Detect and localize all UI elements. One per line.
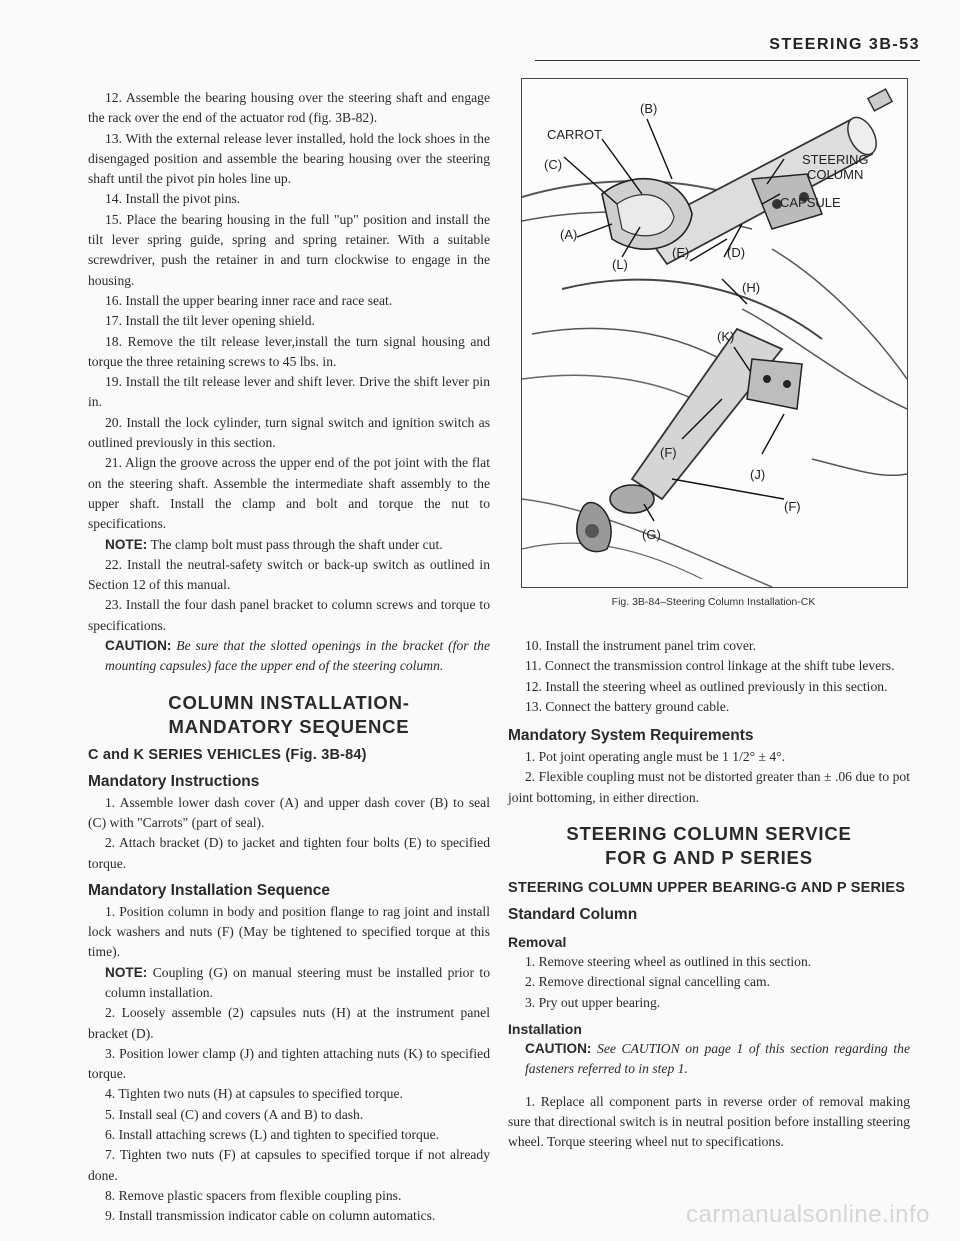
note-text: Coupling (G) on manual steering must be installed prior to column installation.	[105, 964, 490, 1000]
removal-1: 1. Remove steering wheel as outlined in this section.	[525, 954, 812, 970]
instruction-1: 1. Assemble lower dash cover (A) and upper dash cover (B) to seal (C) with "Carrots" (part of seal).	[88, 794, 490, 830]
sequence-3: 3. Position lower clamp (J) and tighten attaching nuts (K) to specified torque.	[88, 1045, 490, 1082]
note-coupling	[88, 963, 490, 1004]
caution-label: CAUTION:	[105, 638, 172, 654]
label-b: (B)	[640, 101, 658, 116]
step-15: 15. Place the bearing housing in the full "up" position and install the tilt lever spring guide, spring and spring retainer. With a suitable screwdriver, push the retainer in and turn clockwise to engage in the housing.	[88, 211, 490, 288]
step-12: 12. Assemble the bearing housing over the steering shaft and engage the rack over the end of the actuator rod (fig. 3B-82).	[88, 90, 490, 126]
vehicles-heading: C and K SERIES VEHICLES (Fig. 3B-84)	[88, 746, 367, 763]
watermark: carmanualsonline.info	[686, 1201, 930, 1228]
steering-column-figure	[521, 78, 908, 588]
note-label: NOTE:	[105, 964, 148, 980]
section-title-service: STEERING COLUMN SERVICE	[566, 823, 852, 845]
step-20: 20. Install the lock cylinder, turn signal switch and ignition switch as outlined previously in this section.	[88, 414, 490, 451]
step-r10: 10. Install the instrument panel trim cover.	[525, 638, 757, 653]
removal-3: 3. Pry out upper bearing.	[525, 994, 661, 1010]
standard-column-heading: Standard Column	[508, 906, 638, 924]
sequence-6: 6. Install attaching screws (L) and tighten to specified torque.	[105, 1127, 440, 1143]
sequence-2: 2. Loosely assemble (2) capsules nuts (H) at the instrument panel bracket (D).	[88, 1005, 490, 1041]
requirement-2: 2. Flexible coupling must not be distorted greater than ± .06 due to pot joint bottoming, in either direction.	[508, 769, 910, 805]
left-column	[88, 88, 490, 1227]
removal-2: 2. Remove directional signal cancelling cam.	[525, 974, 770, 990]
mandatory-instructions-heading: Mandatory Instructions	[88, 772, 260, 790]
note-text: The clamp bolt must pass through the shaft under cut.	[147, 536, 443, 552]
label-c: (C)	[544, 157, 563, 172]
section-title-installation: COLUMN INSTALLATION-	[168, 691, 410, 713]
page-header-title: STEERING 3B-53	[769, 36, 920, 53]
label-j: (J)	[750, 467, 766, 482]
sequence-5: 5. Install seal (C) and covers (A and B) to dash.	[105, 1106, 364, 1122]
label-f-left: (F)	[660, 445, 677, 460]
step-16: 16. Install the upper bearing inner race and race seat.	[105, 292, 393, 308]
note-clamp-bolt	[88, 535, 490, 555]
sequence-9: 9. Install transmission indicator cable on column automatics.	[105, 1208, 436, 1224]
label-k: (K)	[717, 329, 735, 344]
installation-sequence-heading: Mandatory Installation Sequence	[88, 881, 331, 899]
step-21: 21. Align the groove across the upper end of the pot joint with the flat on the steering shaft. Assemble the intermediate shaft assembly to the upper shaft. Install the clamp and bolt and torque the nut to specifications.	[88, 455, 490, 532]
label-d: (D)	[727, 245, 746, 260]
caution-label: CAUTION:	[525, 1040, 592, 1056]
caution-bracket	[88, 636, 490, 677]
label-a: (A)	[560, 227, 578, 242]
caution-fasteners	[508, 1039, 910, 1080]
label-steering: STEERING	[802, 152, 869, 167]
step-r12: 12. Install the steering wheel as outlined previously in this section.	[525, 678, 888, 694]
label-column: COLUMN	[807, 167, 864, 182]
step-18: 18. Remove the tilt release lever,install the turn signal housing and torque the three retaining screws to 45 lbs. in.	[88, 333, 490, 369]
step-13: 13. With the external release lever installed, hold the lock shoes in the disengaged position and assemble the bearing housing over the steering shaft until the pivot pin holes line up.	[88, 130, 490, 187]
installation-1: 1. Replace all component parts in reverse order of removal making sure that directional switch is in neutral position before installing steering wheel. Torque steering wheel nut to specifications.	[508, 1093, 910, 1150]
sequence-8: 8. Remove plastic spacers from flexible coupling pins.	[105, 1187, 402, 1203]
installation-heading: Installation	[508, 1020, 582, 1037]
label-f-right: (F)	[784, 499, 801, 514]
step-19: 19. Install the tilt release lever and shift lever. Drive the shift lever pin in.	[88, 374, 490, 410]
upper-bearing-heading: STEERING COLUMN UPPER BEARING-G AND P SERIES	[508, 880, 906, 897]
removal-heading: Removal	[508, 934, 567, 951]
caution-text: Be sure that the slotted openings in the bracket (for the mounting capsules) face the upper end of the steering column.	[105, 638, 490, 674]
figure-caption: Fig. 3B-84–Steering Column Installation-CK	[611, 596, 816, 608]
label-capsule: CAPSULE	[780, 195, 841, 210]
step-22: 22. Install the neutral-safety switch or back-up switch as outlined in Section 12 of this manual.	[88, 556, 490, 593]
sequence-7: 7. Tighten two nuts (F) at capsules to specified torque if not already done.	[88, 1147, 490, 1183]
right-column	[508, 636, 910, 1152]
label-carrot: CARROT	[547, 127, 602, 142]
label-g: (G)	[642, 527, 661, 542]
step-23: 23. Install the four dash panel bracket to column screws and torque to specifications.	[88, 597, 490, 633]
section-title-mandatory: MANDATORY SEQUENCE	[168, 715, 410, 737]
system-requirements-heading: Mandatory System Requirements	[508, 727, 754, 745]
label-l: (L)	[612, 257, 628, 272]
page-header	[535, 30, 920, 61]
section-title-gp: FOR G AND P SERIES	[605, 847, 813, 869]
caution-text: See CAUTION on page 1 of this section regarding the fasteners referred to in step 1.	[525, 1040, 910, 1077]
step-14: 14. Install the pivot pins.	[105, 191, 241, 207]
sequence-4: 4. Tighten two nuts (H) at capsules to specified torque.	[105, 1086, 403, 1102]
instruction-2: 2. Attach bracket (D) to jacket and tighten four bolts (E) to specified torque.	[88, 835, 490, 871]
steering-column-illustration	[522, 79, 907, 587]
note-label: NOTE:	[105, 536, 148, 552]
label-e: (E)	[672, 245, 690, 260]
label-h: (H)	[742, 280, 761, 295]
sequence-1: 1. Position column in body and position flange to rag joint and install lock washers and nuts (F) (May be tightened to specified torque at this time).	[88, 903, 490, 960]
step-r11: 11. Connect the transmission control linkage at the shift tube levers.	[525, 658, 895, 674]
step-r13: 13. Connect the battery ground cable.	[525, 698, 730, 714]
requirement-1: 1. Pot joint operating angle must be 1 1/2° ± 4°.	[525, 749, 785, 765]
step-17: 17. Install the tilt lever opening shield.	[105, 313, 315, 329]
